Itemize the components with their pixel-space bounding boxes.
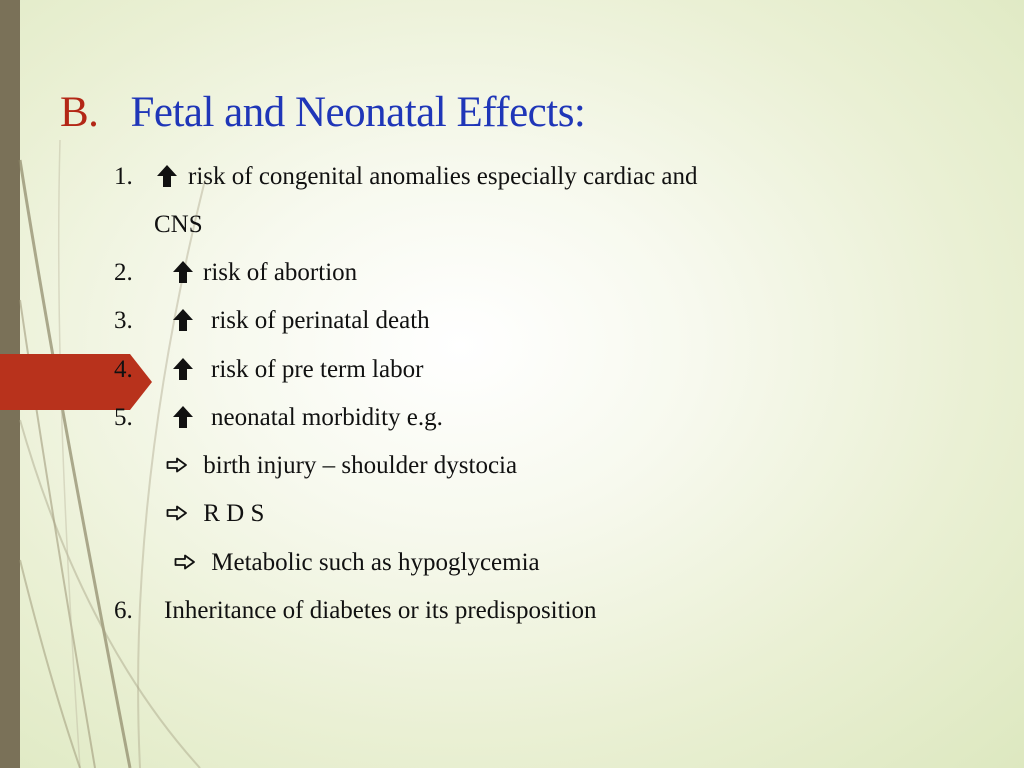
- title-text: Fetal and Neonatal Effects:: [130, 89, 586, 136]
- item-number: 4.: [114, 356, 133, 383]
- sub-item-text: Metabolic such as hypoglycemia: [211, 549, 540, 576]
- item-text: Inheritance of diabetes or its predisposition: [164, 597, 597, 624]
- right-arrow-outline-icon: [166, 505, 188, 521]
- item-text: risk of congenital anomalies especially cardiac and: [188, 163, 698, 190]
- slide-title: [60, 88, 585, 137]
- item-number: 1.: [114, 163, 133, 190]
- item-text-continued: CNS: [154, 211, 203, 238]
- item-text: neonatal morbidity e.g.: [211, 404, 443, 431]
- right-arrow-outline-icon: [174, 554, 196, 570]
- item-text: risk of perinatal death: [211, 307, 430, 334]
- title-letter: B.: [60, 89, 99, 136]
- sub-item-text: R D S: [203, 500, 265, 527]
- list-item-1-continued: [154, 210, 203, 240]
- item-number: 5.: [114, 404, 133, 431]
- sub-item-3: [174, 548, 540, 578]
- up-arrow-icon: [156, 164, 178, 188]
- up-arrow-icon: [172, 260, 194, 284]
- item-number: 2.: [114, 259, 133, 286]
- item-number: 3.: [114, 307, 133, 334]
- up-arrow-icon: [172, 357, 194, 381]
- item-number: 6.: [114, 597, 133, 624]
- up-arrow-icon: [172, 405, 194, 429]
- right-arrow-outline-icon: [166, 457, 188, 473]
- up-arrow-icon: [172, 308, 194, 332]
- item-text: risk of pre term labor: [211, 356, 424, 383]
- item-text: risk of abortion: [203, 259, 358, 286]
- sub-item-2: [166, 499, 264, 529]
- sub-item-text: birth injury – shoulder dystocia: [203, 452, 518, 479]
- sub-item-1: [166, 451, 517, 481]
